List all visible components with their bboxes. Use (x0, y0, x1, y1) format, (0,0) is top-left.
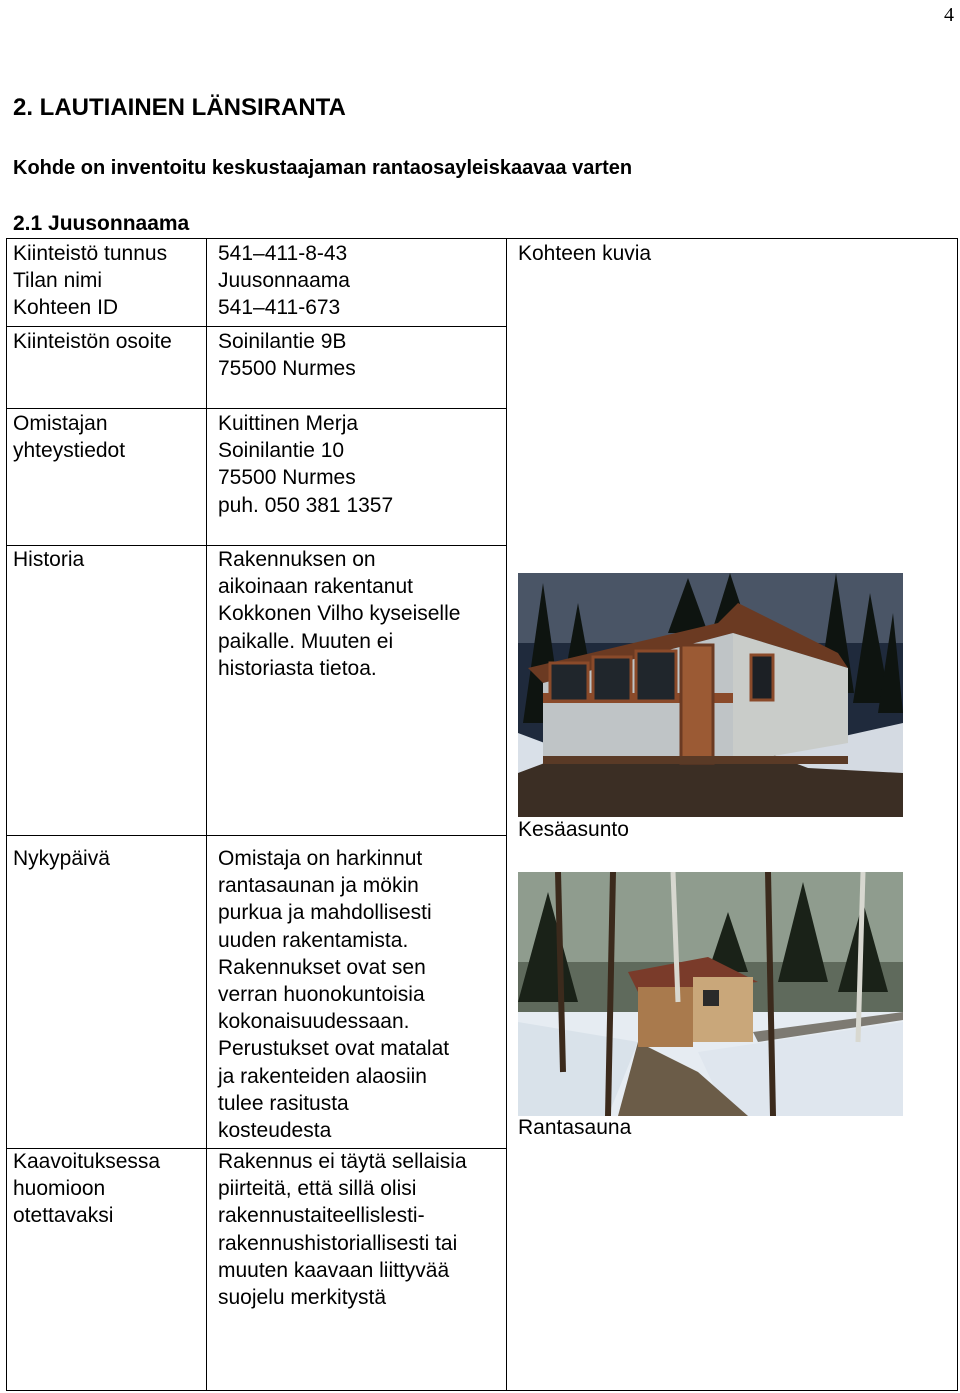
value-kaavoitus (218, 1148, 467, 1311)
sauna-caption: Rantasauna (518, 1116, 632, 1139)
property-table (6, 238, 958, 1391)
value-omistaja (218, 410, 393, 519)
value-osoite-line: Soinilantie 9B (218, 330, 347, 353)
nykypaiva-line: purkua ja mahdollisesti (218, 901, 432, 925)
label-kaavoitus-line: otettavaksi (13, 1204, 114, 1228)
label-osoite (13, 328, 172, 355)
identity-values (218, 240, 350, 322)
kaavoitus-line: suojelu merkitystä (218, 1286, 387, 1310)
historia-line: aikoinaan rakentanut (218, 575, 413, 599)
nykypaiva-line: kokonaisuudessaan. (218, 1010, 410, 1034)
nykypaiva-line: Perustukset ovat matalat (218, 1037, 450, 1061)
photos-header-text: Kohteen kuvia (518, 242, 652, 265)
historia-line: paikalle. Muuten ei (218, 629, 394, 653)
label-kohteen-id: Kohteen ID (13, 296, 119, 320)
nykypaiva-line: Omistaja on harkinnut (218, 847, 423, 870)
label-kaavoitus-line: huomioon (13, 1177, 106, 1201)
value-historia (218, 546, 460, 682)
value-omistaja-line: Kuittinen Merja (218, 412, 359, 435)
value-tilan-nimi: Juusonnaama (218, 269, 350, 293)
historia-line: Kokkonen Vilho kyseiselle (218, 602, 461, 626)
value-osoite (218, 328, 356, 382)
label-kaavoitus-line: Kaavoituksessa (13, 1150, 161, 1173)
label-nykypaiva (13, 845, 110, 872)
cottage-caption: Kesäasunto (518, 818, 629, 841)
historia-line: historiasta tietoa. (218, 656, 377, 680)
kaavoitus-line: rakennustaiteellislesti- (218, 1204, 425, 1228)
historia-line: Rakennuksen on (218, 548, 376, 571)
kaavoitus-line: Rakennus ei täytä sellaisia (218, 1150, 467, 1173)
label-omistaja-line: Omistajan (13, 412, 108, 435)
sauna-photo (518, 872, 903, 1116)
row-divider (6, 326, 507, 327)
column-divider-2 (506, 238, 507, 1391)
label-tilan-nimi: Tilan nimi (13, 269, 103, 293)
label-nykypaiva-text: Nykypäivä (13, 847, 110, 870)
kaavoitus-line: muuten kaavaan liittyvää (218, 1258, 450, 1282)
value-osoite-line: 75500 Nurmes (218, 357, 356, 381)
row-divider (6, 835, 507, 836)
label-osoite-text: Kiinteistön osoite (13, 330, 172, 353)
nykypaiva-line: uuden rakentamista. (218, 928, 409, 952)
value-kiinteisto-tunnus: 541–411-8-43 (218, 242, 348, 265)
cottage-photo-image (518, 573, 903, 817)
identity-labels (13, 240, 167, 322)
nykypaiva-line: ja rakenteiden alaosiin (218, 1064, 427, 1088)
cottage-photo (518, 573, 903, 817)
row-divider (6, 408, 507, 409)
value-omistaja-line: 75500 Nurmes (218, 466, 356, 490)
kaavoitus-line: rakennushistoriallisesti tai (218, 1231, 458, 1255)
value-nykypaiva (218, 845, 449, 1144)
kaavoitus-line: piirteitä, että sillä olisi (218, 1177, 417, 1201)
nykypaiva-line: tulee rasitusta (218, 1091, 349, 1115)
photos-header (518, 240, 651, 267)
value-omistaja-line: Soinilantie 10 (218, 439, 345, 463)
nykypaiva-line: kosteudesta (218, 1119, 332, 1143)
label-kiinteisto-tunnus: Kiinteistö tunnus (13, 242, 168, 265)
nykypaiva-line: Rakennukset ovat sen (218, 955, 426, 979)
page-subheading: Kohde on inventoitu keskustaajaman rantaosayleiskaavaa varten (13, 157, 633, 179)
nykypaiva-line: rantasaunan ja mökin (218, 874, 419, 898)
column-divider-1 (206, 238, 207, 1391)
page-heading: 2. LAUTIAINEN LÄNSIRANTA (13, 94, 346, 121)
page-number: 4 (944, 4, 954, 26)
label-historia-text: Historia (13, 548, 85, 571)
label-omistaja (13, 410, 125, 464)
label-kaavoitus (13, 1148, 160, 1230)
section-title: 2.1 Juusonnaama (13, 212, 190, 235)
value-kohteen-id: 541–411-673 (218, 296, 341, 320)
value-omistaja-line: puh. 050 381 1357 (218, 493, 394, 517)
label-omistaja-line: yhteystiedot (13, 439, 126, 463)
nykypaiva-line: verran huonokuntoisia (218, 983, 425, 1007)
label-historia (13, 546, 84, 573)
sauna-photo-image (518, 872, 903, 1116)
